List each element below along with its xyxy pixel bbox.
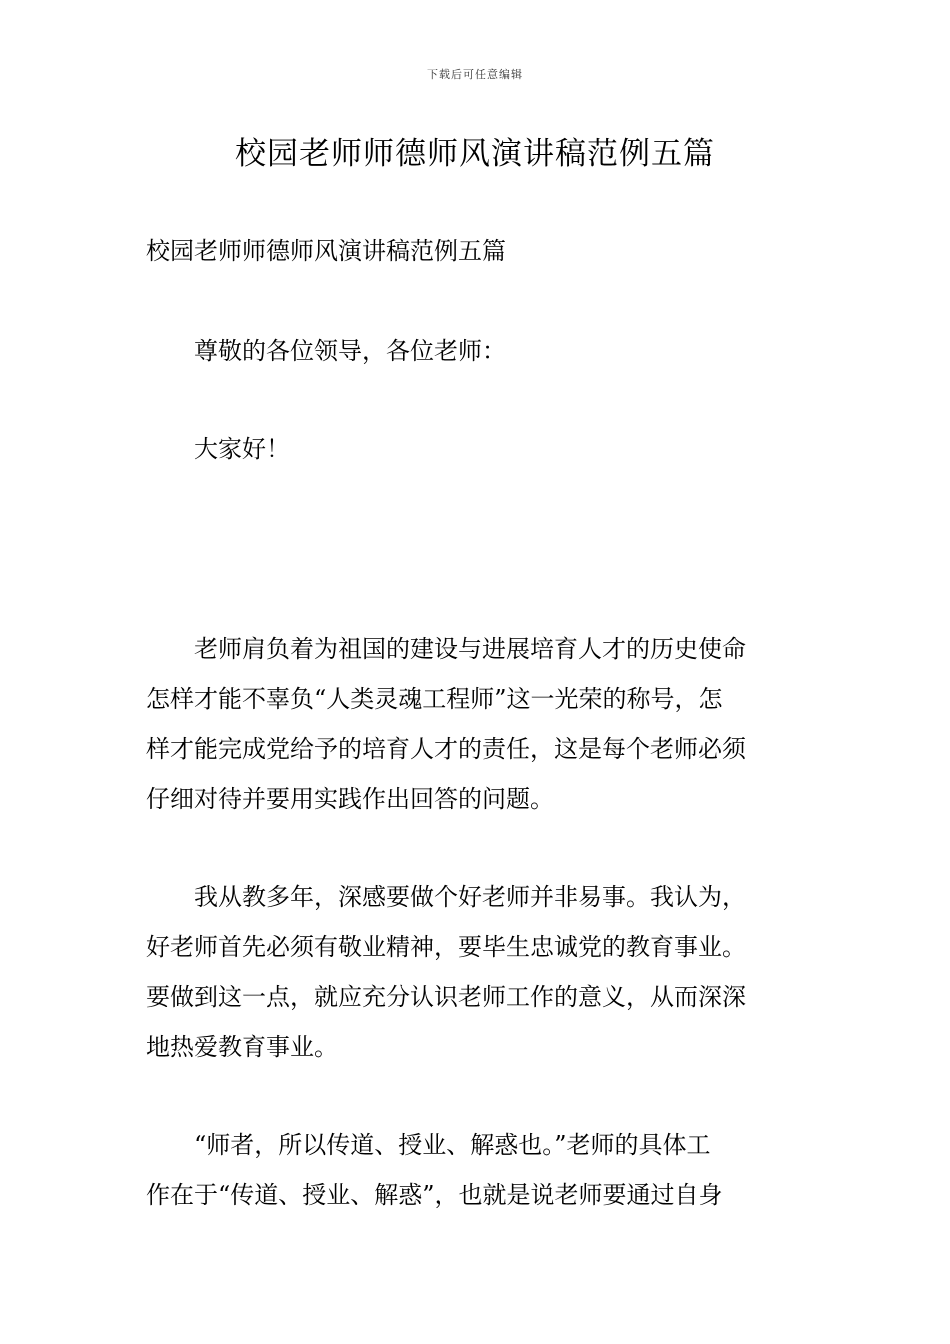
paragraph-2 bbox=[146, 872, 806, 1072]
paragraph-3 bbox=[146, 1120, 806, 1220]
hello-line: 大家好！ bbox=[194, 435, 290, 463]
paragraph-line: 要做到这一点，就应充分认识老师工作的意义，从而深深 bbox=[146, 983, 746, 1011]
paragraph-line: 我从教多年，深感要做个好老师并非易事。我认为， bbox=[194, 883, 746, 911]
paragraph-line: 地热爱教育事业。 bbox=[146, 1033, 338, 1061]
paragraph-line: 怎样才能不辜负“人类灵魂工程师”这一光荣的称号，怎 bbox=[146, 685, 723, 713]
paragraph-line: “师者，所以传道、授业、解惑也。”老师的具体工 bbox=[194, 1131, 711, 1159]
document-title: 校园老师师德师风演讲稿范例五篇 bbox=[235, 136, 715, 172]
paragraph-line: 仔细对待并要用实践作出回答的问题。 bbox=[146, 785, 554, 813]
paragraph-line: 老师肩负着为祖国的建设与进展培育人才的历史使命 bbox=[194, 635, 746, 663]
paragraph-line: 作在于“传道、授业、解惑”，也就是说老师要通过自身 bbox=[146, 1181, 723, 1209]
paragraph-line: 样才能完成党给予的培育人才的责任，这是每个老师必须 bbox=[146, 735, 746, 763]
document-subtitle: 校园老师师德师风演讲稿范例五篇 bbox=[146, 237, 506, 265]
header-note: 下载后可任意编辑 bbox=[427, 68, 523, 81]
greeting-line: 尊敬的各位领导，各位老师： bbox=[194, 337, 506, 365]
paragraph-1 bbox=[146, 624, 806, 824]
paragraph-line: 好老师首先必须有敬业精神，要毕生忠诚党的教育事业。 bbox=[146, 933, 746, 961]
